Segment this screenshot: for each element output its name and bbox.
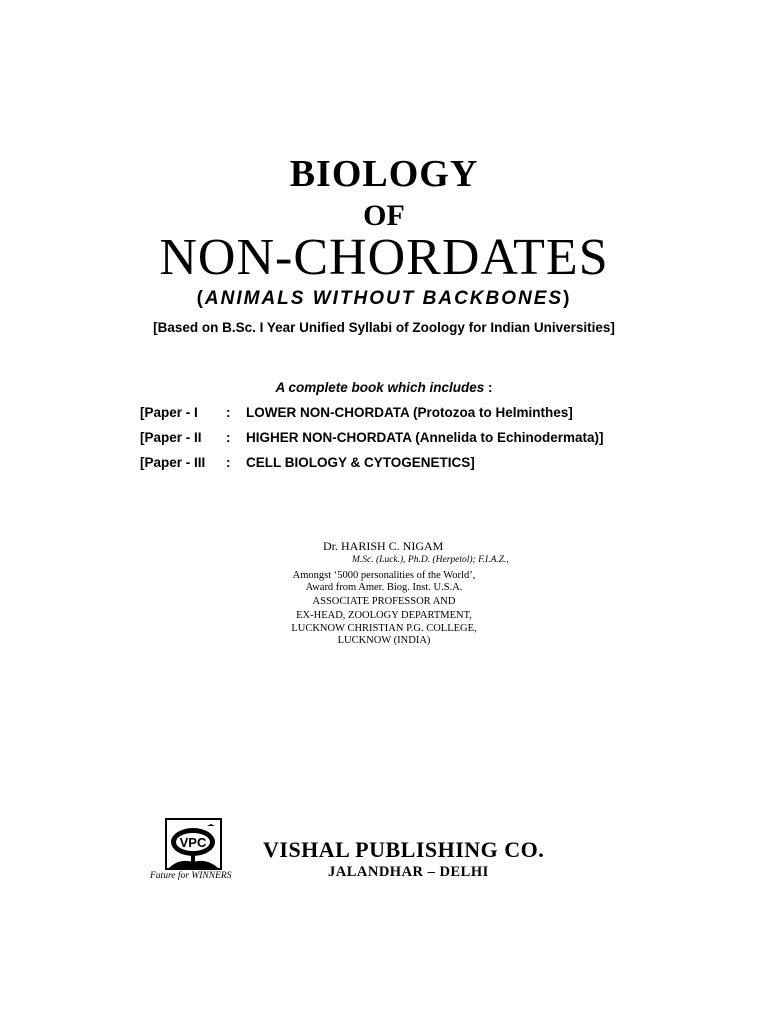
paper-description: LOWER NON-CHORDATA (Protozoa to Helminthes] [246, 405, 573, 420]
author-credential: EX-HEAD, ZOOLOGY DEPARTMENT, [296, 610, 472, 621]
author-credential: Award from Amer. Biog. Inst. U.S.A. [305, 582, 463, 593]
author-degrees: M.Sc. (Luck.), Ph.D. (Herpetol); F.I.A.Z., [352, 555, 509, 565]
publisher-name: VISHAL PUBLISHING CO. [263, 837, 545, 862]
author-credential: Amongst ‘5000 personalities of the World’, [292, 570, 476, 581]
paper-code: [Paper - II [140, 430, 202, 445]
author-credential: LUCKNOW (INDIA) [337, 635, 431, 646]
logo-text: VPC [179, 835, 207, 850]
author-credential: ASSOCIATE PROFESSOR AND [312, 596, 456, 607]
vpc-tree-emblem [167, 820, 220, 868]
author-credential: LUCKNOW CHRISTIAN P.G. COLLEGE, [291, 623, 477, 634]
paper-description: CELL BIOLOGY & CYTOGENETICS] [246, 455, 475, 470]
subtitle [0, 288, 768, 310]
subtitle-open-paren: ( [196, 288, 205, 309]
contents-intro-colon: : [484, 380, 493, 395]
syllabus-note: [Based on B.Sc. I Year Unified Syllabi of Zoology for Indian Universities] [153, 320, 615, 335]
author-name: Dr. HARISH C. NIGAM [323, 539, 444, 553]
paper-code: [Paper - I [140, 405, 198, 420]
title-line-biology: BIOLOGY [289, 153, 479, 195]
contents-intro [0, 380, 768, 395]
paper-code: [Paper - III [140, 455, 206, 470]
logo-tagline: Future for WINNERS [150, 871, 232, 881]
publisher-cities: JALANDHAR – DELHI [328, 864, 489, 880]
paper-separator: : [226, 430, 231, 445]
contents-intro-text: A complete book which includes [275, 380, 485, 395]
title-line-non-chordates: NON-CHORDATES [159, 229, 609, 286]
publisher-logo [165, 818, 222, 870]
subtitle-close-paren: ) [563, 288, 572, 309]
paper-separator: : [226, 455, 231, 470]
subtitle-text: ANIMALS WITHOUT BACKBONES [204, 288, 564, 309]
paper-description: HIGHER NON-CHORDATA (Annelida to Echinodermata)] [246, 430, 604, 445]
title-line-of: OF [363, 199, 405, 232]
paper-separator: : [226, 405, 231, 420]
